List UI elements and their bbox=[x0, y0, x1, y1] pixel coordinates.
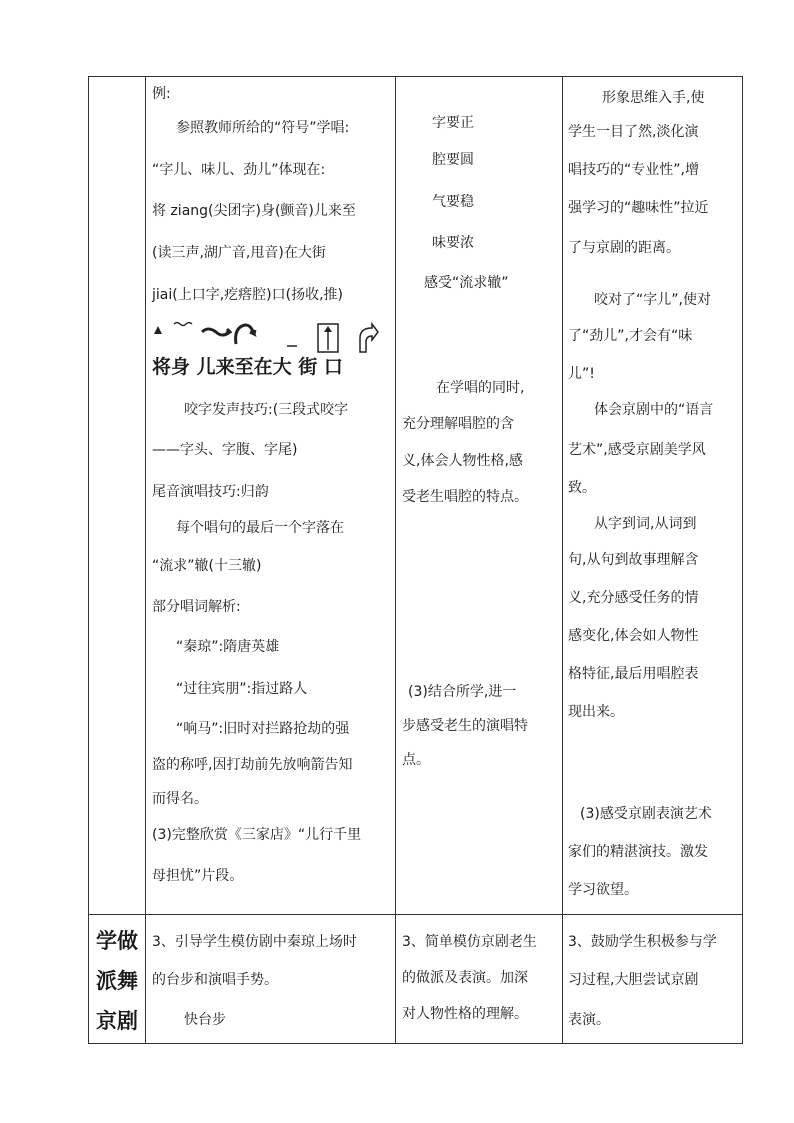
text-line: 快台步 bbox=[184, 1012, 226, 1028]
text-line: 充分理解唱腔的含 bbox=[402, 416, 514, 432]
text-line: “字儿、味儿、劲儿”体现在: bbox=[152, 162, 326, 178]
text-line: 字要正 bbox=[432, 115, 474, 131]
text-line: 尾音演唱技巧:归韵 bbox=[152, 484, 269, 500]
text-line: 3、简单模仿京剧老生 bbox=[402, 934, 537, 950]
text-line: ——字头、字腹、字尾) bbox=[152, 442, 298, 458]
text-line: (3)结合所学,进一 bbox=[408, 684, 517, 700]
table-border-right bbox=[742, 76, 743, 1044]
table-border-left bbox=[88, 76, 89, 1044]
text-line: 了“劲儿”,才会有“味 bbox=[568, 328, 693, 344]
text-line: 的台步和演唱手势。 bbox=[152, 972, 278, 988]
text-line: “秦琼”:隋唐英雄 bbox=[176, 639, 280, 655]
text-line: 步感受老生的演唱特 bbox=[402, 718, 528, 734]
stage-label-line: 学做 bbox=[96, 928, 138, 953]
text-line: “响马”:旧时对拦路抢劫的强 bbox=[176, 721, 350, 737]
text-line: 点。 bbox=[402, 752, 430, 768]
text-line: 将 ziang(尖团字)身(颤音)儿来至 bbox=[152, 203, 356, 219]
table-divider-3 bbox=[562, 76, 563, 1044]
text-line: 咬对了“字儿”,使对 bbox=[594, 292, 711, 308]
table-border-bottom bbox=[88, 1043, 742, 1044]
table-row-divider bbox=[88, 914, 742, 915]
text-line: 气要稳 bbox=[432, 194, 474, 210]
text-line: 唱技巧的“专业性”,增 bbox=[568, 162, 699, 178]
text-line: 感受“流求辙” bbox=[424, 275, 509, 291]
text-line: (读三声,湖广音,甩音)在大街 bbox=[152, 245, 326, 261]
lyric-characters: 将身 儿来至在大 街 口 bbox=[152, 356, 343, 378]
text-line: 3、鼓励学生积极参与学 bbox=[568, 934, 717, 950]
table-divider-2 bbox=[395, 76, 396, 1044]
text-line: jiai(上口字,疙瘩腔)口(扬收,推) bbox=[152, 287, 343, 303]
text-line: 腔要圆 bbox=[432, 152, 474, 168]
table-divider-1 bbox=[145, 76, 146, 1044]
text-line: 母担忧”片段。 bbox=[152, 868, 244, 884]
text-line: 学习欲望。 bbox=[568, 882, 638, 898]
text-line: 现出来。 bbox=[568, 704, 624, 720]
text-line: 了与京剧的距离。 bbox=[568, 240, 680, 256]
text-line: 学生一目了然,淡化演 bbox=[568, 124, 699, 140]
singing-symbols-icon bbox=[150, 318, 388, 354]
text-line: 句,从句到故事理解含 bbox=[568, 552, 699, 568]
text-line: 受老生唱腔的特点。 bbox=[402, 489, 528, 505]
text-line: 味要浓 bbox=[432, 235, 474, 251]
text-line: 形象思维入手,使 bbox=[602, 90, 705, 106]
text-line: 每个唱句的最后一个字落在 bbox=[176, 520, 344, 536]
text-line: 义,体会人物性格,感 bbox=[402, 453, 523, 469]
text-line: 3、引导学生模仿剧中秦琼上场时 bbox=[152, 934, 357, 950]
text-line: 格特征,最后用唱腔表 bbox=[568, 666, 699, 682]
text-line: 家们的精湛演技。激发 bbox=[568, 844, 708, 860]
text-line: 义,充分感受任务的情 bbox=[568, 590, 699, 606]
text-line: 表演。 bbox=[568, 1012, 610, 1028]
text-line: 盗的称呼,因打劫前先放响箭告知 bbox=[152, 757, 353, 773]
text-line: 致。 bbox=[568, 480, 596, 496]
text-line: “过往宾朋”:指过路人 bbox=[176, 681, 308, 697]
text-line: 而得名。 bbox=[152, 791, 208, 807]
table-border-top bbox=[88, 76, 742, 77]
text-line: 艺术”,感受京剧美学风 bbox=[568, 442, 706, 458]
text-line: 对人物性格的理解。 bbox=[402, 1006, 528, 1022]
text-line: (3)完整欣赏《三家店》“儿行千里 bbox=[152, 827, 362, 843]
stage-label-line: 京剧 bbox=[96, 1008, 138, 1033]
text-line: 的做派及表演。加深 bbox=[402, 970, 528, 986]
text-line: 咬字发声技巧:(三段式咬字 bbox=[184, 402, 349, 418]
text-line: 部分唱词解析: bbox=[152, 599, 241, 615]
text-line: 感变化,体会如人物性 bbox=[568, 628, 699, 644]
text-line: 参照教师所给的“符号”学唱: bbox=[176, 120, 350, 136]
text-line: (3)感受京剧表演艺术 bbox=[580, 806, 712, 822]
text-line: 儿”! bbox=[568, 366, 595, 382]
text-line: 强学习的“趣味性”拉近 bbox=[568, 200, 709, 216]
text-line: 在学唱的同时, bbox=[436, 380, 525, 396]
text-line: “流求”辙(十三辙) bbox=[152, 558, 262, 574]
text-line: 体会京剧中的“语言 bbox=[594, 402, 714, 418]
stage-label-line: 派舞 bbox=[96, 968, 138, 993]
text-line: 从字到词,从词到 bbox=[594, 516, 697, 532]
text-line: 习过程,大胆尝试京剧 bbox=[568, 972, 699, 988]
example-label: 例: bbox=[152, 86, 171, 102]
